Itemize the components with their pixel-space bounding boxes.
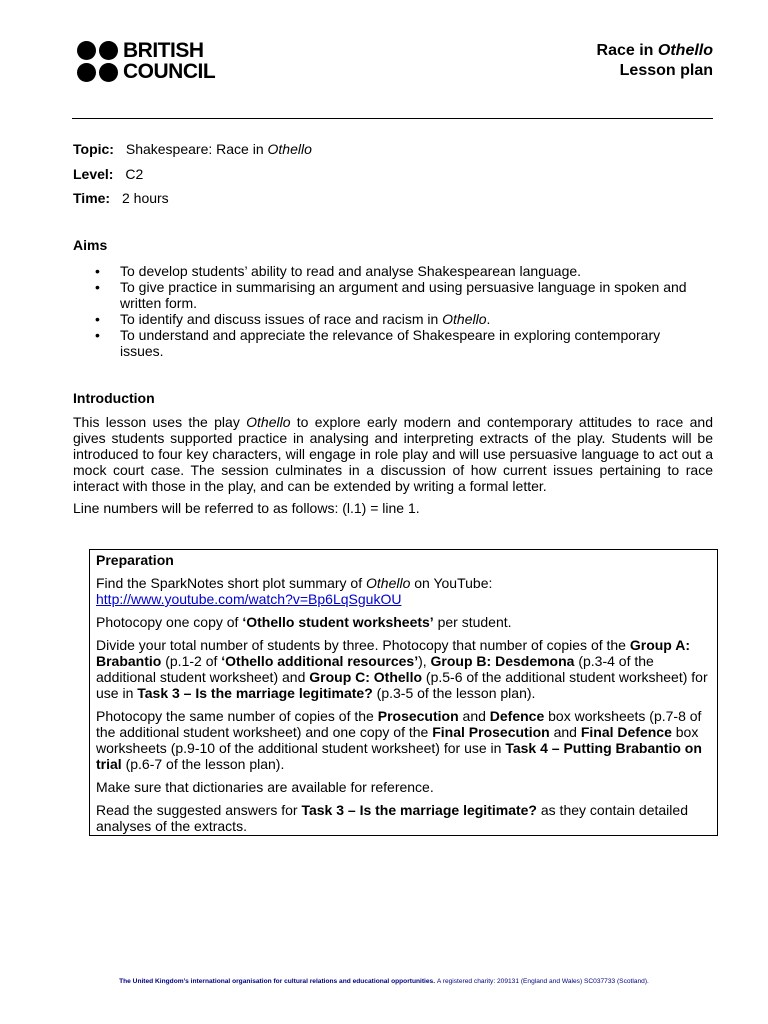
document-title: Race in Othello Lesson plan [596, 42, 713, 79]
preparation-step: Photocopy one copy of ‘Othello student worksheets’ per student. [96, 614, 512, 630]
logo-wordmark: BRITISH COUNCIL [123, 39, 216, 83]
page-footer: The United Kingdom’s international organisation for cultural relations and educational opportunities. A registered charity: 209131 (England and Wales) SC037733 (Scotland). [119, 978, 649, 985]
preparation-step: Make sure that dictionaries are available for reference. [96, 779, 434, 795]
introduction-heading: Introduction [73, 390, 155, 406]
introduction-paragraph: This lesson uses the play Othello to explore early modern and contemporary attitudes to race and gives students supported practice in analysing and interpreting extracts of the play. Students will be introduced to four key characters, will engage in role play and will use persuasive language to act out a mock court case. The session culminates in a discussion of how current issues pertaining to race interact with those in the play, and can be extended by writing a formal letter. [73, 414, 713, 494]
logo-dots-icon [77, 41, 118, 82]
preparation-heading: Preparation [96, 552, 174, 568]
aim-item: • To develop students’ ability to read and analyse Shakespearean language. [95, 263, 705, 279]
preparation-step: Find the SparkNotes short plot summary of Othello on YouTube: http://www.youtube.com/watch?v=Bp6LqSgukOU [96, 575, 493, 607]
aims-heading: Aims [73, 237, 108, 253]
preparation-step: Read the suggested answers for Task 3 – Is the marriage legitimate? as they contain detailed analyses of the extracts. [96, 802, 688, 834]
youtube-link[interactable]: http://www.youtube.com/watch?v=Bp6LqSgukOU [96, 591, 402, 607]
time-row: Time: 2 hours [73, 190, 169, 206]
british-council-logo [77, 40, 215, 82]
aim-item: • To understand and appreciate the relevance of Shakespeare in exploring contemporary issues. [95, 327, 705, 359]
preparation-step: Photocopy the same number of copies of the Prosecution and Defence box worksheets (p.7-8 of the additional student worksheet) and one copy of the Final Prosecution and Final Defence box worksheets (p.9-10 of the additional student worksheet) for use in Task 4 – Putting Brabantio on trial (p.6-7 of the lesson plan). [96, 708, 702, 772]
aim-item: • To give practice in summarising an argument and using persuasive language in spoken and written form. [95, 279, 705, 311]
preparation-step: Divide your total number of students by three. Photocopy that number of copies of the Group A: Brabantio (p.1-2 of ‘Othello additional resources’), Group B: Desdemona (p.3-4 of the additional student worksheet) and Group C: Othello (p.5-6 of the additional student worksheet) for use in Task 3 – Is the marriage legitimate? (p.3-5 of the lesson plan). [96, 637, 708, 701]
topic-row: Topic: Shakespeare: Race in Othello [73, 141, 312, 157]
lesson-meta [73, 141, 312, 215]
level-row: Level: C2 [73, 165, 144, 182]
aims-list [95, 263, 705, 359]
preparation-box [89, 549, 718, 836]
aim-item: • To identify and discuss issues of race and racism in Othello. [95, 311, 705, 327]
line-numbers-note: Line numbers will be referred to as follows: (l.1) = line 1. [73, 500, 420, 516]
header-divider [72, 118, 713, 119]
